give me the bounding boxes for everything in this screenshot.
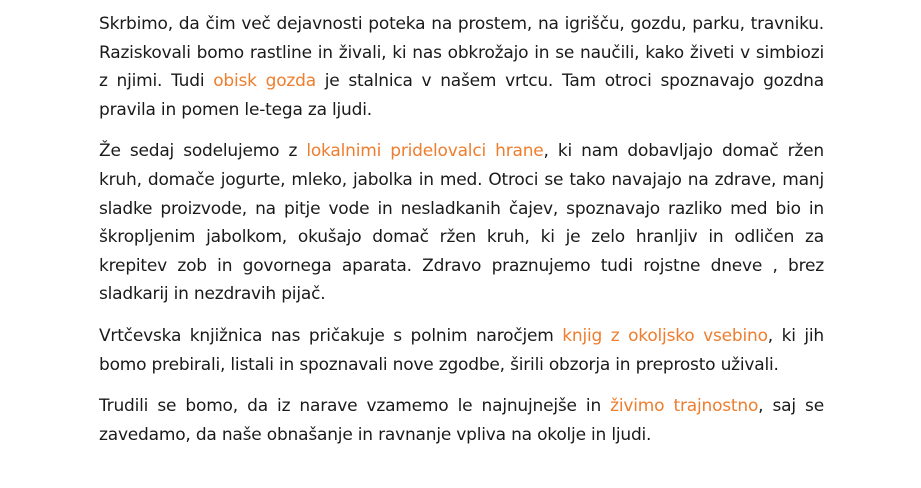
paragraph-text: je stalnica v našem vrtcu. Tam otroci spoznavajo gozdna pravila in pomen le-tega za ljudi.	[99, 71, 824, 120]
paragraph-local-food	[99, 137, 824, 309]
highlight-sustainable-living: živimo trajnostno	[610, 396, 759, 417]
paragraph-text: , saj se zavedamo, da naše obnašanje in ravnanje vpliva na okolje in ljudi.	[99, 396, 824, 445]
document-body	[99, 10, 824, 449]
paragraph-text: Vrtčevska knjižnica nas pričakuje s polnim naročjem	[99, 325, 563, 346]
paragraph-outdoor-activities	[99, 10, 824, 124]
paragraph-text: Skrbimo, da čim več dejavnosti poteka na prostem, na igrišču, gozdu, parku, travniku. Raziskovali bomo rastline in živali, ki nas obkrožajo in se naučili, kako živeti v simbiozi z njimi. Tudi	[99, 14, 824, 92]
paragraph-text: Trudili se bomo, da iz narave vzamemo le najnujnejše in	[99, 396, 611, 417]
paragraph-text: , ki jih bomo prebirali, listali in spoznavali nove zgodbe, širili obzorja in preprosto uživali.	[99, 325, 824, 375]
paragraph-text: , ki nam dobavljajo domač ržen kruh, domače jogurte, mleko, jabolka in med. Otroci se tako navajajo na zdrave, manj sladke proizvode, na pitje vode in nesladkanih čajev, spoznavajo razliko med bio in škropljenim jabolkom, okušajo domač ržen kruh, ki je zelo hranljiv in odličen za krepitev zob in govornega aparata. Zdravo praznujemo tudi rojstne dneve , brez sladkarij in nezdravih pijač.	[99, 141, 824, 305]
paragraph-sustainability	[99, 392, 824, 449]
highlight-local-producers: lokalnimi pridelovalci hrane	[306, 141, 544, 162]
paragraph-library	[99, 322, 824, 379]
highlight-forest-visit: obisk gozda	[213, 71, 316, 92]
paragraph-text: Že sedaj sodelujemo z	[99, 141, 307, 162]
highlight-environmental-books: knjig z okoljsko vsebino	[562, 325, 768, 346]
